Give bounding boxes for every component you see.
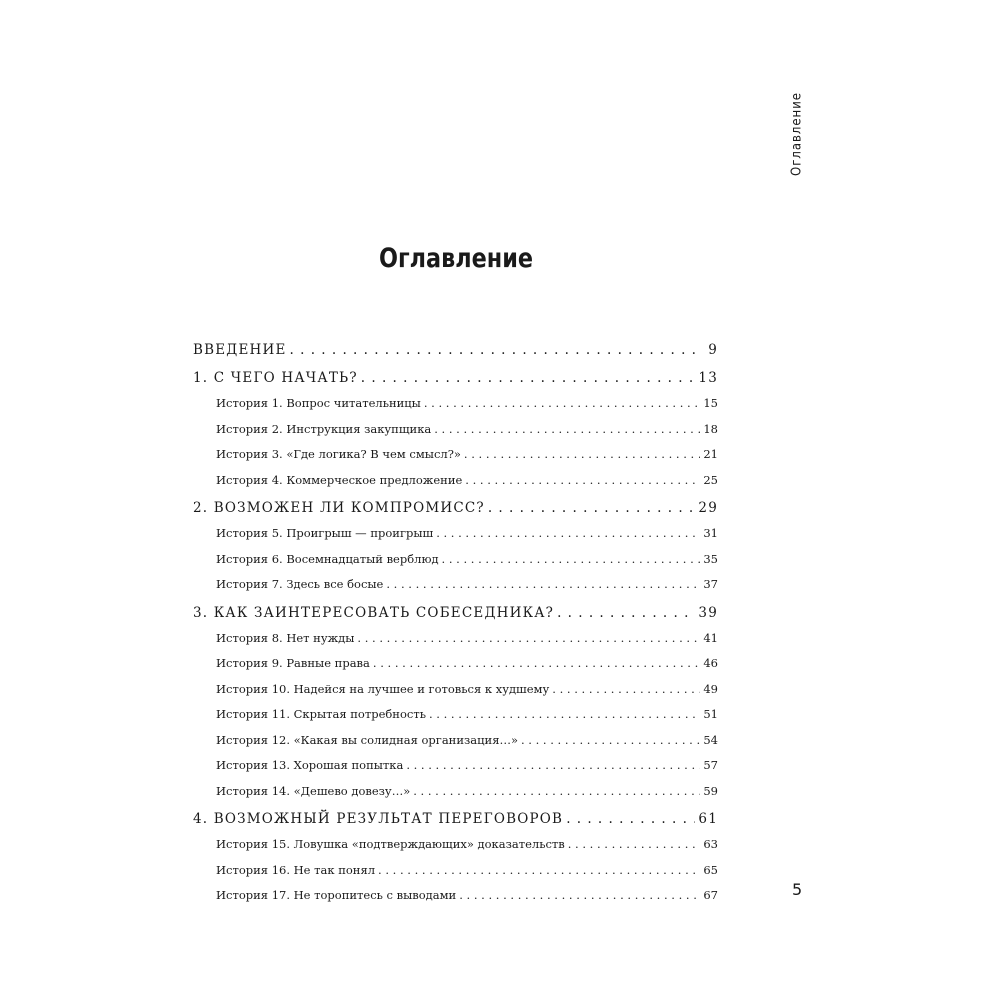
- toc-entry-title: История 6. Восемнадцатый верблюд: [216, 551, 439, 566]
- toc-story-entry[interactable]: [193, 858, 718, 884]
- toc-entry-page-number: 65: [703, 862, 718, 877]
- toc-story-entry[interactable]: [193, 651, 718, 677]
- toc-entry-title: История 5. Проигрыш — проигрыш: [216, 526, 434, 540]
- running-head: Оглавление: [789, 91, 805, 176]
- dot-leader: [361, 365, 696, 391]
- toc-entry-page-number: 25: [703, 472, 718, 487]
- dot-leader: [424, 391, 701, 417]
- toc-story-entry[interactable]: [193, 442, 718, 468]
- toc-entry-title: История 3. «Где логика? В чем смысл?»: [216, 447, 461, 461]
- dot-leader: [465, 468, 700, 494]
- page-number: 5: [792, 880, 803, 899]
- toc-entry-title: 3. КАК ЗАИНТЕРЕСОВАТЬ СОБЕСЕДНИКА?: [193, 604, 555, 621]
- page-title: Оглавление: [378, 243, 534, 274]
- toc-entry-page-number: 57: [703, 758, 718, 772]
- toc-entry-page-number: 61: [698, 811, 718, 827]
- toc-story-entry[interactable]: [193, 468, 718, 494]
- toc-entry-page-number: 63: [703, 837, 718, 851]
- dot-leader: [413, 779, 700, 805]
- toc-entry-title: История 10. Надейся на лучшее и готовься к худшему: [216, 681, 550, 696]
- dot-leader: [378, 858, 700, 884]
- toc-entry-title: ВВЕДЕНИЕ: [193, 342, 287, 358]
- toc-entry-title: История 11. Скрытая потребность: [216, 707, 426, 721]
- toc-section-entry[interactable]: [193, 806, 718, 832]
- toc-story-entry[interactable]: [193, 832, 718, 858]
- toc-entry-title: 1. С ЧЕГО НАЧАТЬ?: [193, 370, 358, 386]
- toc-story-entry[interactable]: [193, 547, 718, 573]
- toc-entry-page-number: 51: [703, 707, 718, 721]
- toc-story-entry[interactable]: [193, 779, 718, 805]
- toc-entry-title: История 14. «Дешево довезу…»: [216, 783, 411, 798]
- toc-story-entry[interactable]: [193, 572, 718, 598]
- dot-leader: [290, 337, 701, 363]
- table-of-contents: [193, 337, 718, 909]
- toc-section-entry[interactable]: [193, 337, 718, 363]
- toc-section-entry[interactable]: [193, 495, 718, 521]
- toc-entry-page-number: 67: [703, 888, 718, 902]
- dot-leader: [488, 495, 696, 521]
- toc-entry-page-number: 35: [703, 551, 718, 566]
- toc-entry-title: История 8. Нет нужды: [216, 630, 355, 645]
- toc-entry-page-number: 59: [703, 783, 718, 798]
- toc-story-entry[interactable]: [193, 417, 718, 443]
- toc-entry-page-number: 49: [703, 681, 718, 696]
- dot-leader: [406, 753, 700, 779]
- toc-entry-title: 2. ВОЗМОЖЕН ЛИ КОМПРОМИСС?: [193, 500, 485, 516]
- dot-leader: [357, 626, 700, 652]
- toc-entry-page-number: 18: [703, 421, 718, 436]
- toc-entry-page-number: 13: [698, 370, 718, 386]
- dot-leader: [557, 600, 695, 626]
- dot-leader: [459, 883, 700, 909]
- toc-entry-page-number: 9: [708, 342, 718, 358]
- toc-story-entry[interactable]: [193, 391, 718, 417]
- toc-entry-page-number: 31: [703, 526, 718, 540]
- toc-entry-title: История 4. Коммерческое предложение: [216, 472, 463, 487]
- toc-entry-page-number: 41: [703, 630, 718, 645]
- toc-story-entry[interactable]: [193, 702, 718, 728]
- toc-story-entry[interactable]: [193, 521, 718, 547]
- toc-entry-title: История 2. Инструкция закупщика: [216, 421, 432, 436]
- toc-entry-page-number: 15: [703, 396, 718, 410]
- toc-entry-page-number: 39: [698, 604, 718, 621]
- toc-story-entry[interactable]: [193, 753, 718, 779]
- dot-leader: [566, 806, 695, 832]
- toc-section-entry[interactable]: [193, 600, 718, 626]
- dot-leader: [373, 651, 700, 677]
- dot-leader: [434, 417, 700, 443]
- toc-entry-title: История 9. Равные права: [216, 656, 370, 670]
- dot-leader: [464, 442, 700, 468]
- dot-leader: [386, 572, 700, 598]
- dot-leader: [429, 702, 700, 728]
- toc-entry-title: История 1. Вопрос читательницы: [216, 396, 421, 410]
- toc-story-entry[interactable]: [193, 883, 718, 909]
- toc-story-entry[interactable]: [193, 728, 718, 754]
- toc-entry-page-number: 21: [703, 447, 718, 461]
- dot-leader: [436, 521, 700, 547]
- toc-entry-title: История 16. Не так понял: [216, 862, 376, 877]
- toc-entry-title: История 13. Хорошая попытка: [216, 758, 404, 772]
- toc-entry-title: История 15. Ловушка «подтверждающих» доказательств: [216, 837, 565, 851]
- toc-section-entry[interactable]: [193, 365, 718, 391]
- dot-leader: [568, 832, 701, 858]
- toc-entry-page-number: 37: [703, 577, 718, 591]
- toc-entry-page-number: 54: [703, 732, 718, 747]
- dot-leader: [552, 677, 700, 703]
- toc-story-entry[interactable]: [193, 677, 718, 703]
- dot-leader: [442, 547, 701, 573]
- toc-entry-page-number: 46: [703, 656, 718, 670]
- toc-story-entry[interactable]: [193, 626, 718, 652]
- toc-entry-title: 4. ВОЗМОЖНЫЙ РЕЗУЛЬТАТ ПЕРЕГОВОРОВ: [193, 811, 564, 827]
- toc-entry-title: История 12. «Какая вы солидная организация…»: [216, 732, 518, 747]
- toc-entry-title: История 7. Здесь все босые: [216, 577, 384, 591]
- toc-entry-page-number: 29: [698, 500, 718, 516]
- dot-leader: [521, 728, 700, 754]
- toc-entry-title: История 17. Не торопитесь с выводами: [216, 888, 457, 902]
